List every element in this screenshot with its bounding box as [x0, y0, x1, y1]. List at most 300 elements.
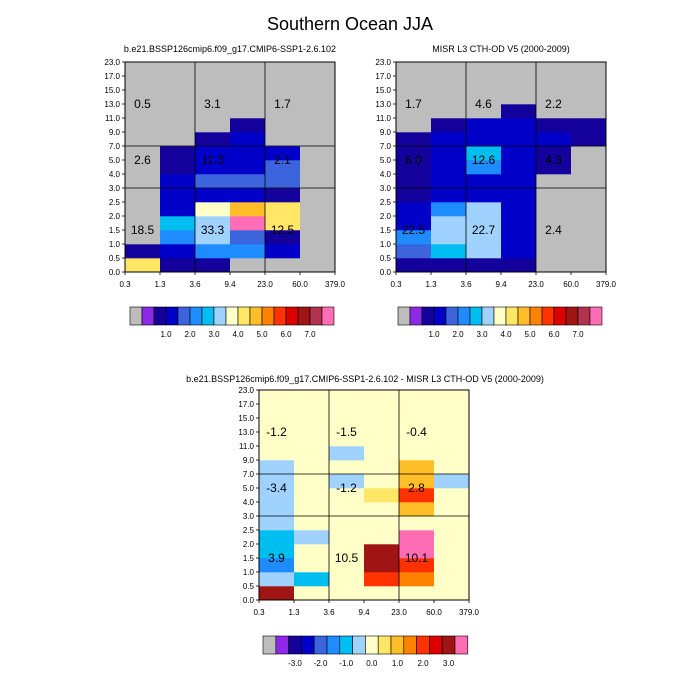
region-sum-label: 4.6: [475, 97, 492, 111]
heatmap-cell: [571, 188, 606, 202]
y-tick-label: 0.5: [379, 254, 391, 263]
heatmap-cell: [160, 174, 195, 188]
colorbar-swatch: [398, 307, 410, 325]
heatmap-cell: [364, 390, 399, 404]
region-sum-label: 3.9: [268, 551, 285, 565]
region-sum-label: 2.6: [134, 153, 151, 167]
heatmap-cell: [265, 244, 300, 258]
y-tick-label: 1.0: [379, 240, 391, 249]
heatmap-cell: [230, 62, 265, 76]
panel-title: b.e21.BSSP126cmip6.f09_g17.CMIP6-SSP1-2.6.102: [123, 44, 337, 54]
colorbar: [263, 636, 468, 668]
colorbar-swatch: [262, 307, 274, 325]
colorbar-swatch: [274, 307, 286, 325]
y-tick-label: 17.0: [238, 400, 254, 409]
y-tick-label: 1.5: [108, 226, 120, 235]
heatmap-cell: [294, 390, 329, 404]
heatmap-cell: [571, 104, 606, 118]
y-axis-ticks: [375, 58, 396, 277]
heatmap-cell: [571, 62, 606, 76]
y-tick-label: 17.0: [375, 72, 391, 81]
colorbar-swatch: [289, 636, 302, 654]
colorbar-swatch: [154, 307, 166, 325]
x-tick-label: 379.0: [458, 608, 480, 617]
heatmap-cell: [571, 118, 606, 132]
heatmap-cell: [431, 118, 466, 132]
heatmap-cell: [396, 118, 431, 132]
heatmap-cell: [364, 446, 399, 460]
heatmap-cell: [300, 174, 335, 188]
y-tick-label: 17.0: [104, 72, 120, 81]
heatmap-cell: [265, 76, 300, 90]
heatmap-cell: [230, 104, 265, 118]
y-tick-label: 4.0: [108, 170, 120, 179]
heatmap-cell: [431, 104, 466, 118]
region-sum-label: 11.3: [201, 153, 224, 167]
colorbar-swatch: [506, 307, 518, 325]
colorbar-swatch: [417, 636, 430, 654]
heatmap-cell: [501, 216, 536, 230]
heatmap-cell: [431, 62, 466, 76]
heatmap-cell: [431, 146, 466, 160]
difference-panel: [186, 374, 544, 668]
heatmap-cell: [230, 202, 265, 216]
colorbar-label: 4.0: [232, 330, 244, 339]
y-tick-label: 1.0: [108, 240, 120, 249]
x-tick-label: 1.3: [154, 280, 166, 289]
colorbar-swatch: [455, 636, 468, 654]
heatmap-cell: [466, 174, 501, 188]
y-tick-label: 7.0: [379, 142, 391, 151]
heatmap-cell: [501, 146, 536, 160]
heatmap-cell: [501, 188, 536, 202]
heatmap-cell: [259, 460, 294, 474]
heatmap-cell: [466, 62, 501, 76]
colorbar-swatch: [365, 636, 378, 654]
y-tick-label: 15.0: [375, 86, 391, 95]
heatmap-cells: [125, 62, 335, 272]
y-tick-label: 23.0: [104, 58, 120, 67]
y-tick-label: 3.0: [379, 184, 391, 193]
heatmap-cell: [195, 258, 230, 272]
heatmap-cell: [300, 118, 335, 132]
heatmap-cell: [364, 544, 399, 558]
heatmap-cell: [501, 62, 536, 76]
colorbar-swatch: [429, 636, 442, 654]
colorbar-swatch: [327, 636, 340, 654]
y-tick-label: 11.0: [239, 442, 254, 451]
heatmap-cell: [294, 516, 329, 530]
heatmap-cell: [195, 244, 230, 258]
heatmap-cell: [329, 460, 364, 474]
y-axis-ticks: [238, 386, 259, 605]
heatmap-cell: [300, 104, 335, 118]
y-tick-label: 0.5: [242, 582, 254, 591]
heatmap-cell: [329, 572, 364, 586]
y-tick-label: 3.0: [242, 512, 254, 521]
heatmap-cell: [300, 230, 335, 244]
colorbar-label: 6.0: [280, 330, 292, 339]
heatmap-cell: [536, 174, 571, 188]
heatmap-cell: [466, 258, 501, 272]
heatmap-cell: [160, 104, 195, 118]
heatmap-cell: [329, 530, 364, 544]
heatmap-cell: [294, 488, 329, 502]
colorbar-swatch: [578, 307, 590, 325]
heatmap-cell: [571, 76, 606, 90]
heatmap-cell: [160, 146, 195, 160]
heatmap-cell: [431, 174, 466, 188]
y-tick-label: 4.0: [242, 498, 254, 507]
y-tick-label: 2.5: [379, 198, 391, 207]
heatmap-cell: [294, 502, 329, 516]
heatmap-cell: [431, 244, 466, 258]
colorbar-swatch: [518, 307, 530, 325]
y-tick-label: 5.0: [379, 156, 391, 165]
heatmap-cell: [160, 90, 195, 104]
y-tick-label: 4.0: [379, 170, 391, 179]
x-tick-label: 3.6: [323, 608, 335, 617]
heatmap-cell: [230, 188, 265, 202]
colorbar-swatch: [530, 307, 542, 325]
heatmap-cell: [466, 76, 501, 90]
x-tick-label: 0.3: [119, 280, 131, 289]
colorbar-label: -1.0: [339, 659, 354, 668]
heatmap-cell: [195, 188, 230, 202]
heatmap-cell: [294, 404, 329, 418]
heatmap-cell: [294, 586, 329, 600]
x-tick-label: 3.6: [189, 280, 201, 289]
heatmap-cell: [399, 404, 434, 418]
colorbar-swatch: [340, 636, 353, 654]
heatmap-cell: [329, 390, 364, 404]
heatmap-cell: [364, 418, 399, 432]
heatmap-cell: [434, 558, 469, 572]
heatmap-cell: [466, 202, 501, 216]
y-tick-label: 5.0: [108, 156, 120, 165]
heatmap-cell: [364, 488, 399, 502]
heatmap-cell: [501, 118, 536, 132]
heatmap-cell: [230, 230, 265, 244]
region-sum-label: 2.1: [274, 153, 291, 167]
heatmap-cell: [265, 174, 300, 188]
y-tick-label: 5.0: [242, 484, 254, 493]
colorbar-swatch: [410, 307, 422, 325]
heatmap-cell: [536, 132, 571, 146]
y-tick-label: 0.0: [242, 596, 254, 605]
y-tick-label: 11.0: [105, 114, 120, 123]
heatmap-cell: [160, 118, 195, 132]
heatmap-cell: [396, 132, 431, 146]
heatmap-cell: [125, 202, 160, 216]
colorbar-swatch: [178, 307, 190, 325]
heatmap-cell: [431, 160, 466, 174]
heatmap-cell: [364, 474, 399, 488]
heatmap-cell: [294, 558, 329, 572]
heatmap-cell: [265, 202, 300, 216]
heatmap-cells: [396, 62, 606, 272]
heatmap-cell: [501, 258, 536, 272]
heatmap-cell: [259, 572, 294, 586]
heatmap-cell: [160, 258, 195, 272]
heatmap-cell: [125, 62, 160, 76]
heatmap-cell: [434, 502, 469, 516]
x-tick-label: 0.3: [253, 608, 265, 617]
colorbar-swatch: [276, 636, 289, 654]
heatmap-cell: [329, 502, 364, 516]
heatmap-cell: [364, 558, 399, 572]
heatmap-cell: [466, 188, 501, 202]
heatmap-cell: [195, 174, 230, 188]
heatmap-cell: [160, 244, 195, 258]
x-tick-label: 23.0: [257, 280, 273, 289]
heatmap-cell: [125, 188, 160, 202]
colorbar-swatch: [442, 636, 455, 654]
x-tick-label: 379.0: [595, 280, 617, 289]
region-sum-label: 22.5: [401, 223, 426, 237]
heatmap-cell: [294, 460, 329, 474]
heatmap-cell: [571, 230, 606, 244]
x-tick-label: 1.3: [288, 608, 300, 617]
heatmap-cell: [364, 432, 399, 446]
heatmap-cell: [466, 118, 501, 132]
region-sum-label: 4.3: [545, 153, 562, 167]
region-sum-label: 2.4: [545, 223, 562, 237]
heatmap-cell: [230, 118, 265, 132]
region-sum-label: -1.2: [336, 481, 357, 495]
colorbar-swatch: [298, 307, 310, 325]
heatmap-cell: [230, 132, 265, 146]
heatmap-cell: [431, 258, 466, 272]
y-tick-label: 15.0: [238, 414, 254, 423]
colorbar-swatch: [566, 307, 578, 325]
y-tick-label: 1.5: [379, 226, 391, 235]
heatmap-cell: [364, 460, 399, 474]
heatmap-cell: [431, 76, 466, 90]
heatmap-cell: [265, 62, 300, 76]
heatmap-cell: [434, 586, 469, 600]
colorbar-label: 1.0: [428, 330, 440, 339]
heatmap-cell: [300, 146, 335, 160]
heatmap-cell: [536, 258, 571, 272]
heatmap-cell: [265, 188, 300, 202]
heatmap-cell: [501, 174, 536, 188]
heatmap-cell: [300, 132, 335, 146]
colorbar-swatch: [542, 307, 554, 325]
heatmap-cell: [399, 390, 434, 404]
heatmap-cell: [364, 572, 399, 586]
heatmap-cell: [259, 446, 294, 460]
y-tick-label: 13.0: [104, 100, 120, 109]
colorbar-swatch: [458, 307, 470, 325]
region-sum-label: 33.3: [200, 223, 225, 237]
x-axis-ticks: [390, 272, 616, 289]
heatmap-cell: [195, 132, 230, 146]
colorbar-swatch: [446, 307, 458, 325]
panel-title: MISR L3 CTH-OD V5 (2000-2009): [432, 44, 570, 54]
heatmap-cell: [434, 404, 469, 418]
heatmap-cell: [364, 404, 399, 418]
heatmap-cell: [230, 160, 265, 174]
colorbar-swatch: [590, 307, 602, 325]
heatmap-cell: [396, 258, 431, 272]
heatmap-cell: [434, 572, 469, 586]
colorbar-swatch: [470, 307, 482, 325]
heatmap-cell: [160, 202, 195, 216]
heatmap-cell: [434, 488, 469, 502]
colorbar-label: 3.0: [476, 330, 488, 339]
y-tick-label: 9.0: [242, 456, 254, 465]
heatmap-cell: [300, 202, 335, 216]
colorbar-swatch: [314, 636, 327, 654]
colorbar-label: -2.0: [313, 659, 328, 668]
heatmap-cell: [125, 132, 160, 146]
heatmap-cell: [431, 90, 466, 104]
heatmap-cell: [434, 530, 469, 544]
colorbar-label: 2.0: [452, 330, 464, 339]
colorbar-label: 5.0: [256, 330, 268, 339]
heatmap-cell: [396, 244, 431, 258]
heatmap-cell: [329, 446, 364, 460]
model-panel: [104, 44, 345, 339]
heatmap-cell: [230, 76, 265, 90]
heatmap-cells: [259, 390, 469, 600]
colorbar-swatch: [322, 307, 334, 325]
heatmap-cell: [399, 516, 434, 530]
colorbar-swatch: [404, 636, 417, 654]
heatmap-cell: [294, 544, 329, 558]
colorbar-swatch: [353, 636, 366, 654]
y-tick-label: 23.0: [375, 58, 391, 67]
heatmap-cell: [434, 432, 469, 446]
heatmap-cell: [300, 258, 335, 272]
colorbar-swatch: [422, 307, 434, 325]
region-sum-label: -1.5: [336, 425, 357, 439]
figure-title: Southern Ocean JJA: [266, 14, 434, 34]
y-tick-label: 1.5: [242, 554, 254, 563]
heatmap-cell: [536, 118, 571, 132]
colorbar-swatch: [238, 307, 250, 325]
heatmap-cell: [125, 118, 160, 132]
heatmap-cell: [501, 104, 536, 118]
heatmap-cell: [230, 244, 265, 258]
heatmap-cell: [364, 516, 399, 530]
heatmap-cell: [396, 188, 431, 202]
colorbar-swatch: [250, 307, 262, 325]
colorbar-label: -3.0: [288, 659, 302, 668]
colorbar-label: 5.0: [524, 330, 536, 339]
region-sum-label: -3.4: [266, 481, 287, 495]
heatmap-cell: [160, 62, 195, 76]
heatmap-cell: [259, 586, 294, 600]
region-sum-label: 1.7: [405, 97, 422, 111]
heatmap-cell: [399, 586, 434, 600]
y-tick-label: 0.5: [108, 254, 120, 263]
y-axis-ticks: [104, 58, 125, 277]
colorbar-label: 0.0: [366, 659, 378, 668]
colorbar-swatch: [226, 307, 238, 325]
region-sum-label: 10.5: [334, 551, 359, 565]
heatmap-cell: [230, 174, 265, 188]
y-tick-label: 0.0: [108, 268, 120, 277]
y-tick-label: 2.0: [242, 540, 254, 549]
obs-panel: [375, 44, 616, 339]
heatmap-cell: [160, 132, 195, 146]
heatmap-cell: [259, 390, 294, 404]
heatmap-cell: [431, 188, 466, 202]
y-tick-label: 7.0: [242, 470, 254, 479]
heatmap-cell: [294, 418, 329, 432]
heatmap-cell: [434, 544, 469, 558]
colorbar-label: 7.0: [304, 330, 316, 339]
y-tick-label: 13.0: [238, 428, 254, 437]
region-sum-label: 1.7: [274, 97, 291, 111]
heatmap-cell: [434, 390, 469, 404]
y-tick-label: 7.0: [108, 142, 120, 151]
heatmap-cell: [364, 530, 399, 544]
heatmap-cell: [501, 202, 536, 216]
x-axis-ticks: [119, 272, 345, 289]
heatmap-cell: [434, 474, 469, 488]
heatmap-cell: [294, 446, 329, 460]
heatmap-cell: [294, 572, 329, 586]
y-tick-label: 3.0: [108, 184, 120, 193]
y-tick-label: 9.0: [108, 128, 120, 137]
colorbar-label: 6.0: [548, 330, 560, 339]
heatmap-cell: [571, 216, 606, 230]
colorbar-swatch: [378, 636, 391, 654]
colorbar-label: 2.0: [417, 659, 429, 668]
heatmap-cell: [536, 202, 571, 216]
heatmap-cell: [571, 146, 606, 160]
y-tick-label: 15.0: [104, 86, 120, 95]
colorbar-swatch: [494, 307, 506, 325]
region-sum-label: 12.5: [270, 223, 295, 237]
x-axis-ticks: [253, 600, 479, 617]
y-tick-label: 11.0: [376, 114, 391, 123]
heatmap-cell: [571, 258, 606, 272]
y-tick-label: 2.5: [242, 526, 254, 535]
region-sum-label: 0.5: [134, 97, 151, 111]
colorbar: [398, 307, 602, 339]
colorbar-label: 1.0: [160, 330, 172, 339]
region-sum-label: 22.7: [471, 223, 496, 237]
colorbar-label: 7.0: [572, 330, 584, 339]
heatmap-cell: [536, 188, 571, 202]
x-tick-label: 9.4: [358, 608, 370, 617]
region-sum-label: 6.0: [405, 153, 422, 167]
y-tick-label: 2.5: [108, 198, 120, 207]
region-sum-label: 3.1: [204, 97, 221, 111]
colorbar-swatch: [286, 307, 298, 325]
colorbar-label: 2.0: [184, 330, 196, 339]
heatmap-cell: [329, 516, 364, 530]
heatmap-cell: [431, 202, 466, 216]
region-sum-label: 2.2: [545, 97, 562, 111]
heatmap-cell: [294, 474, 329, 488]
heatmap-cell: [195, 76, 230, 90]
heatmap-cell: [160, 160, 195, 174]
heatmap-cell: [265, 118, 300, 132]
heatmap-cell: [434, 460, 469, 474]
x-tick-label: 9.4: [224, 280, 236, 289]
region-sum-label: 18.5: [130, 223, 155, 237]
heatmap-cell: [434, 418, 469, 432]
colorbar-swatch: [391, 636, 404, 654]
colorbar-label: 3.0: [443, 659, 455, 668]
heatmap-cell: [300, 76, 335, 90]
heatmap-cell: [399, 530, 434, 544]
